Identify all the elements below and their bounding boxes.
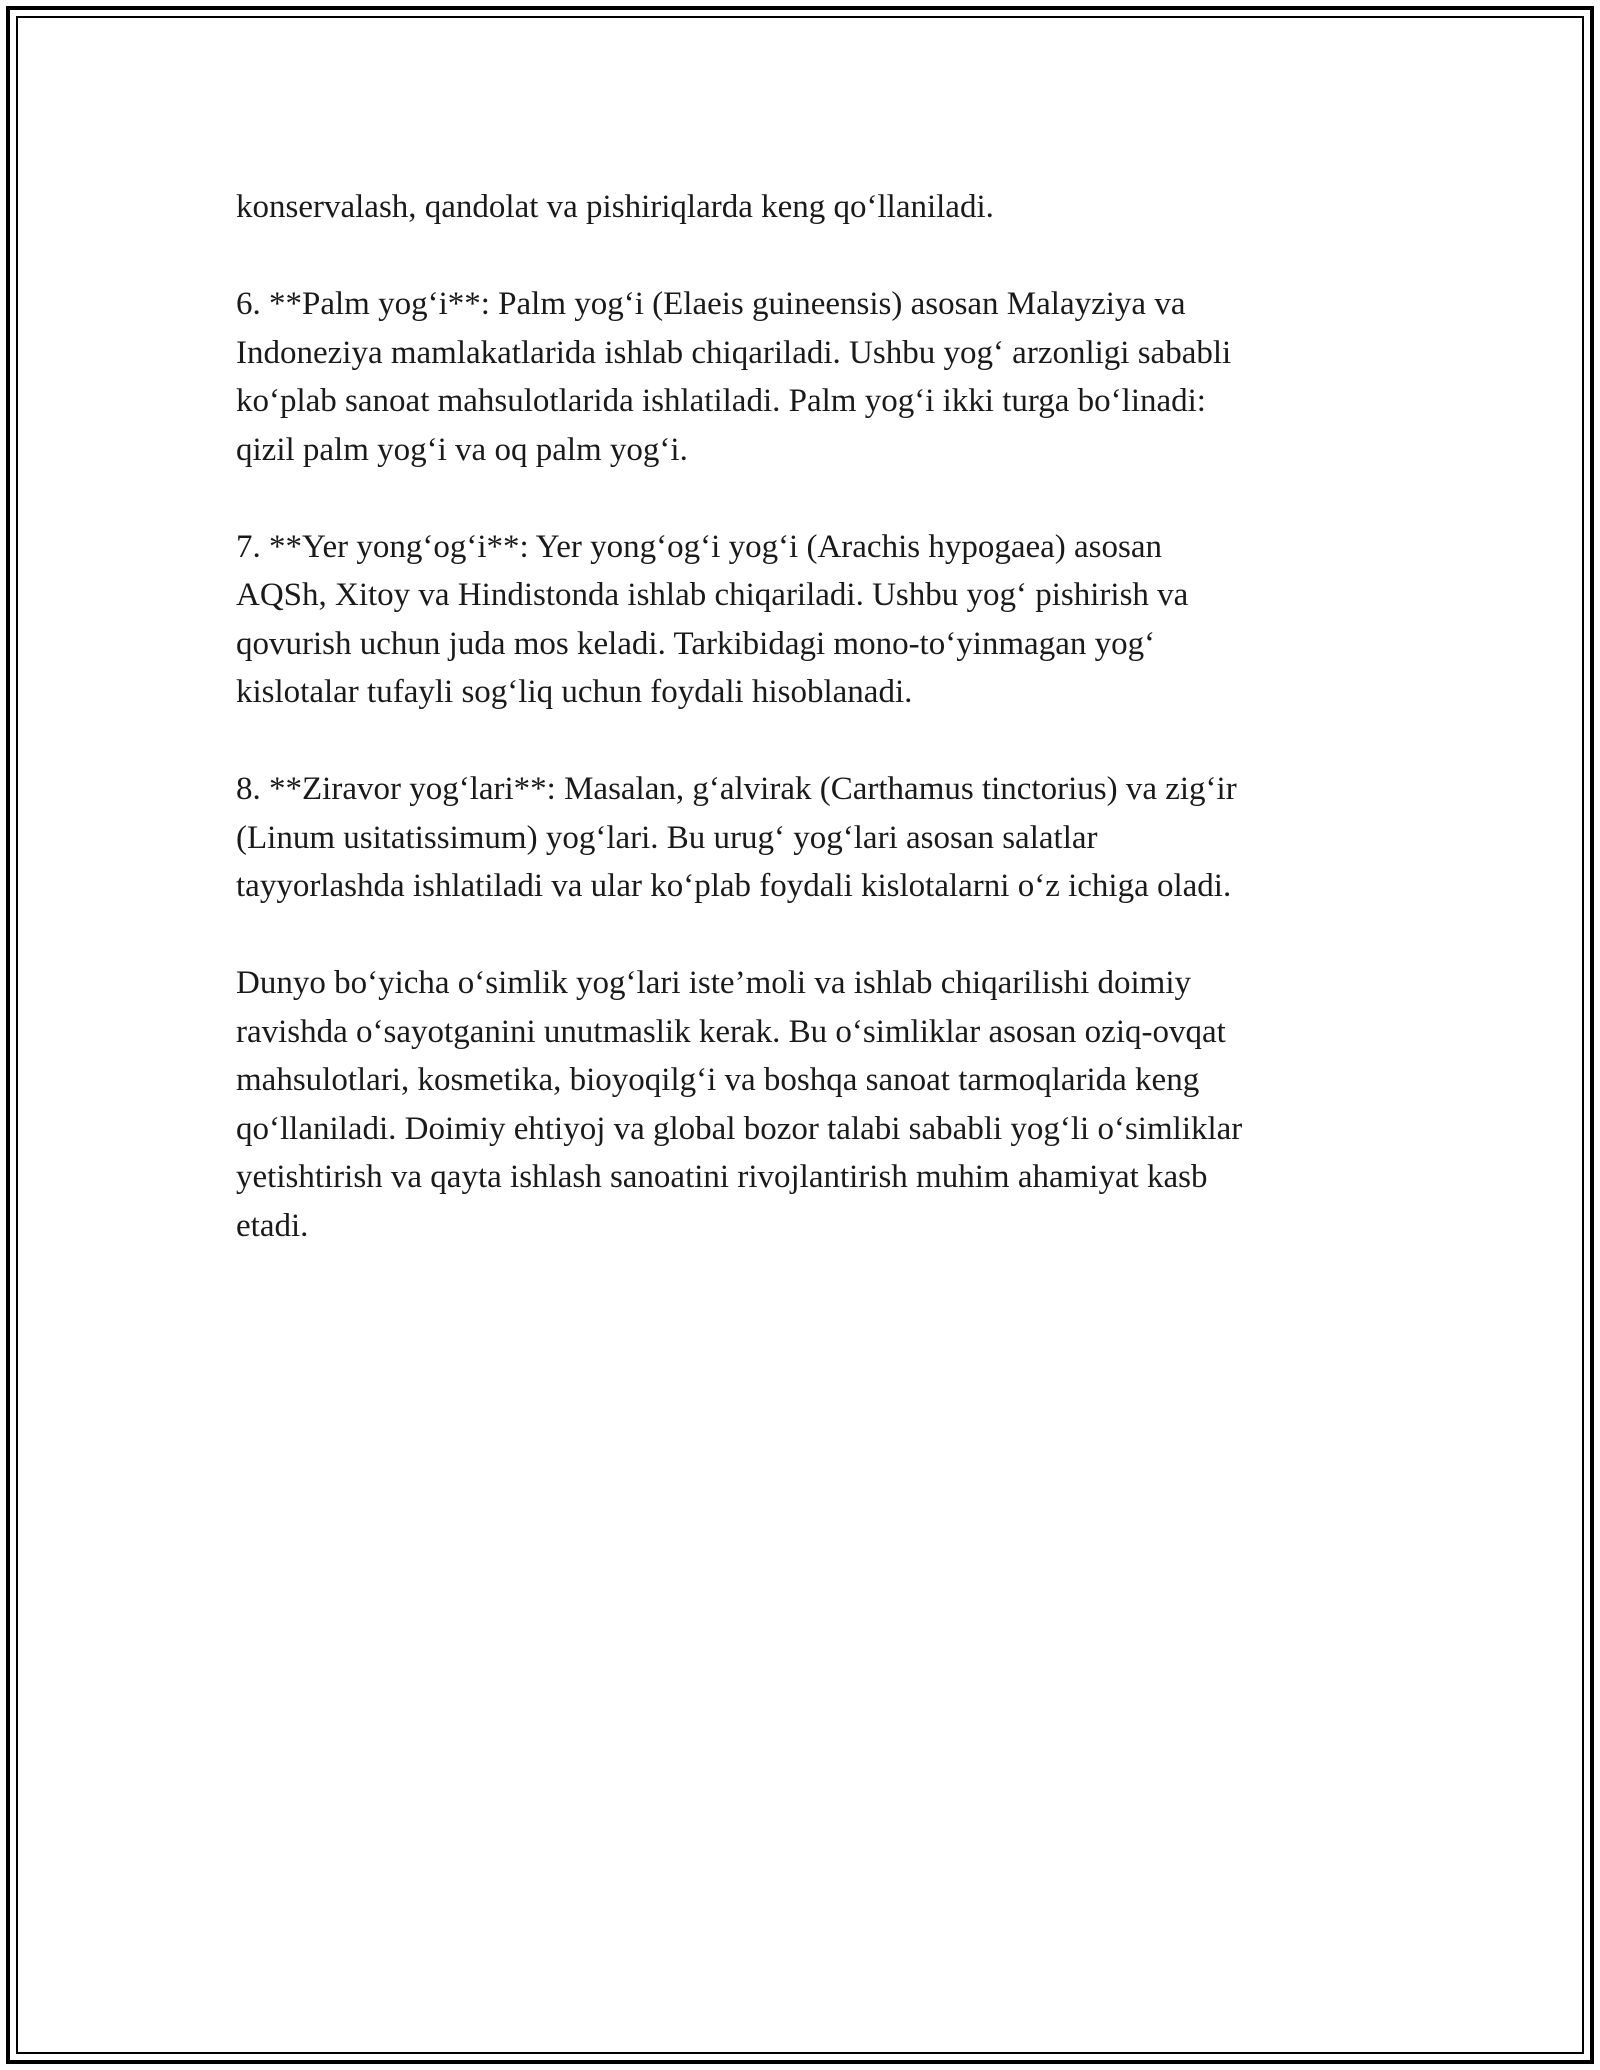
paragraph-palm-oil: 6. **Palm yog‘i**: Palm yog‘i (Elaeis guineensis) asosan Malayziya va Indoneziya mamlakatlarida ishlab chiqariladi. Ushbu yog‘ arzonligi sababli ko‘plab sanoat mahsulotlarida ishlatiladi. Palm yog‘i ikki turga bo‘linadi: qizil palm yog‘i va oq palm yog‘i.: [236, 286, 1232, 468]
paragraph-continuation: konservalash, qandolat va pishiriqlarda keng qo‘llaniladi.: [236, 189, 994, 225]
paragraph-conclusion: Dunyo bo‘yicha o‘simlik yog‘lari iste’moli va ishlab chiqarilishi doimiy ravishda o‘sayotganini unutmaslik kerak. Bu o‘simliklar asosan oziq-ovqat mahsulotlari, kosmetika, bioyoqilg‘i va boshqa sanoat tarmoqlarida keng qo‘llaniladi. Doimiy ehtiyoj va global bozor talabi sababli yog‘li o‘simliklar yetishtirish va qayta ishlash sanoatini rivojlantirish muhim ahamiyat kasb etadi.: [236, 965, 1243, 1244]
paragraph-seed-oils: 8. **Ziravor yog‘lari**: Masalan, g‘alvirak (Carthamus tinctorius) va zig‘ir (Linum usitatissimum) yog‘lari. Bu urug‘ yog‘lari asosan salatlar tayyorlashda ishlatiladi va ular ko‘plab foydali kislotalarni o‘z ichiga oladi.: [236, 771, 1237, 904]
document-body: [236, 183, 1376, 1299]
paragraph-peanut-oil: 7. **Yer yong‘og‘i**: Yer yong‘og‘i yog‘i (Arachis hypogaea) asosan AQSh, Xitoy va Hindistonda ishlab chiqariladi. Ushbu yog‘ pishirish va qovurish uchun juda mos keladi. Tarkibidagi mono-to‘yinmagan yog‘ kislotalar tufayli sog‘liq uchun foydali hisoblanadi.: [236, 528, 1189, 710]
